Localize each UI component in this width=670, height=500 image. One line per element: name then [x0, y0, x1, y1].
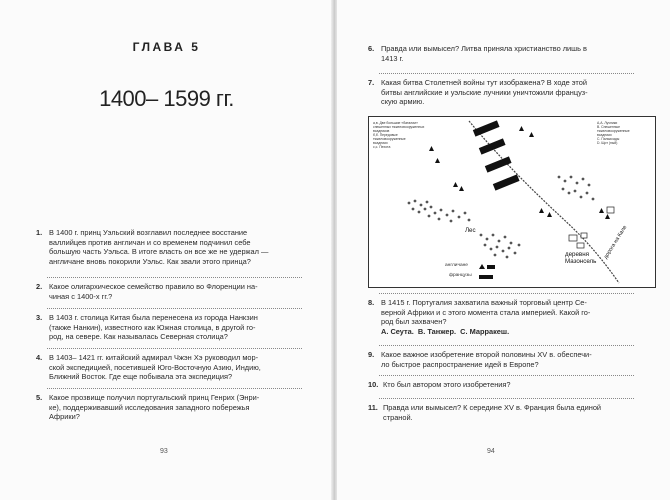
left-page [0, 0, 333, 500]
question-line: Африки? [49, 412, 80, 422]
french-battalions [473, 120, 520, 190]
question-line: страной. [383, 412, 413, 422]
question-line: В 1415 г. Португалия захватила важный торговый центр Се- [381, 298, 587, 307]
legend-line: всадники [373, 141, 388, 145]
question-line: верной Африки и с этого момента стала империей. Какой го- [381, 307, 591, 317]
question-line: ке), поддерживавший исследования западного побережья [49, 402, 250, 412]
legend-line: б,б. Передовые [373, 133, 398, 137]
village-buildings [569, 207, 614, 248]
legend-line: а,в. Две большие «баталии» [373, 121, 418, 125]
map-key-symbols [479, 264, 495, 279]
question-line: Какое важное изобретение второй половины XV в. обеспечи- [381, 350, 592, 359]
question-line: В 1400 г. принц Уэльский возглавил последнее восстание [49, 228, 248, 237]
question-line: англичане вновь покорили Уэльс. Как звали этого принца? [49, 256, 251, 266]
question-line: В 1403 г. столица Китая была перенесена из города Нанкзин [49, 313, 258, 322]
legend-line: спешенных тяжеловооруженных [373, 125, 425, 129]
english-units [429, 126, 610, 219]
question-number: 3. [36, 313, 43, 322]
answer-a: A. Сеута. [381, 326, 414, 336]
legend-line: с,с. Пехота [373, 145, 391, 149]
page-number-left: 93 [160, 448, 168, 455]
forest-left [408, 200, 471, 223]
question-line: род, на севере. Как называлась Северная столица? [49, 332, 228, 342]
chapter-heading: ГЛАВА 5 [132, 40, 201, 54]
legend-line: тяжеловооруженные [597, 129, 630, 133]
question-line: большую часть Уэльса. В итоге власть он все же не удержал — [49, 247, 269, 257]
village-name-label: Мазонсель [565, 258, 597, 265]
question-line: Правда или вымысел? Литва приняла христианство лишь в [381, 44, 587, 53]
village-label: деревня [565, 251, 589, 258]
legend-line: тяжеловооруженные [373, 137, 406, 141]
legend-line: В. Спешенные [597, 125, 620, 129]
map-legend-left [373, 121, 443, 149]
legend-line: всадников [373, 129, 390, 133]
forest-right [558, 176, 595, 201]
question-line: чиная с 1400-х гг.? [49, 291, 113, 301]
question-line: Какая битва Столетней войны тут изображена? В ходе этой [381, 78, 587, 87]
answer-b: B. Танжер. [417, 326, 457, 336]
forest-label: Лес [465, 227, 476, 234]
map-legend-right [597, 121, 653, 145]
page-number-right: 94 [487, 448, 495, 455]
question-line: Какое олигархическое семейство правило во Флоренции на- [49, 282, 258, 291]
question-number: 8. [368, 298, 375, 307]
question-number: 4. [36, 353, 43, 362]
question-number: 9. [368, 350, 375, 359]
question-line: битвы английские и уэльские лучники уничтожили француз- [381, 87, 588, 97]
question-number: 6. [368, 44, 375, 53]
question-line: 1413 г. [381, 53, 404, 63]
question-number: 11. [368, 403, 378, 412]
question-line: Кто был автором этого изобретения? [383, 380, 511, 389]
question-number: 2. [36, 282, 43, 291]
question-line: (также Нанкин), известного как Южная столица, в другой го- [49, 322, 256, 332]
road-label: дорога на Кале [603, 224, 629, 261]
question-line: Какое прозвище получил португальский принц Генрих (Энри- [49, 393, 260, 402]
period-title: 1400– 1599 гг. [99, 86, 234, 111]
question-line: валлийцев против англичан и со временем подчинил себе [49, 237, 251, 247]
question-line: ской экспедицией, посетившей Юго-Восточную Азию, Индию, [49, 362, 261, 372]
question-number: 1. [36, 228, 43, 237]
question-number: 10. [368, 380, 379, 389]
forest-center [480, 234, 521, 259]
question-line: Ближний Восток. Где еще побывала эта экспедиция? [49, 372, 233, 382]
question-line: Правда или вымысел? К середине XV в. Франция была единой [383, 403, 602, 412]
question-number: 5. [36, 393, 43, 402]
question-line: В 1403– 1421 гг. китайский адмирал Чжэн Хэ руководил мор- [49, 353, 259, 362]
question-line: род был захвачен? [381, 317, 447, 327]
key-english-label: англичане [445, 263, 468, 268]
legend-line: D. Щит (ный) [597, 141, 618, 145]
legend-line: С. Пальисады [597, 137, 620, 141]
battle-map [368, 116, 656, 288]
answer-c: C. Марракеш. [460, 326, 510, 336]
question-number: 7. [368, 78, 375, 87]
key-french-label: французы [449, 273, 472, 278]
answer-options [381, 327, 590, 337]
legend-line: всадники [597, 133, 612, 137]
question-line: скую армию. [381, 97, 425, 107]
question-line: ло быстрое распространение идей в Европе? [381, 359, 539, 369]
legend-line: А,А. Лучники [597, 121, 618, 125]
